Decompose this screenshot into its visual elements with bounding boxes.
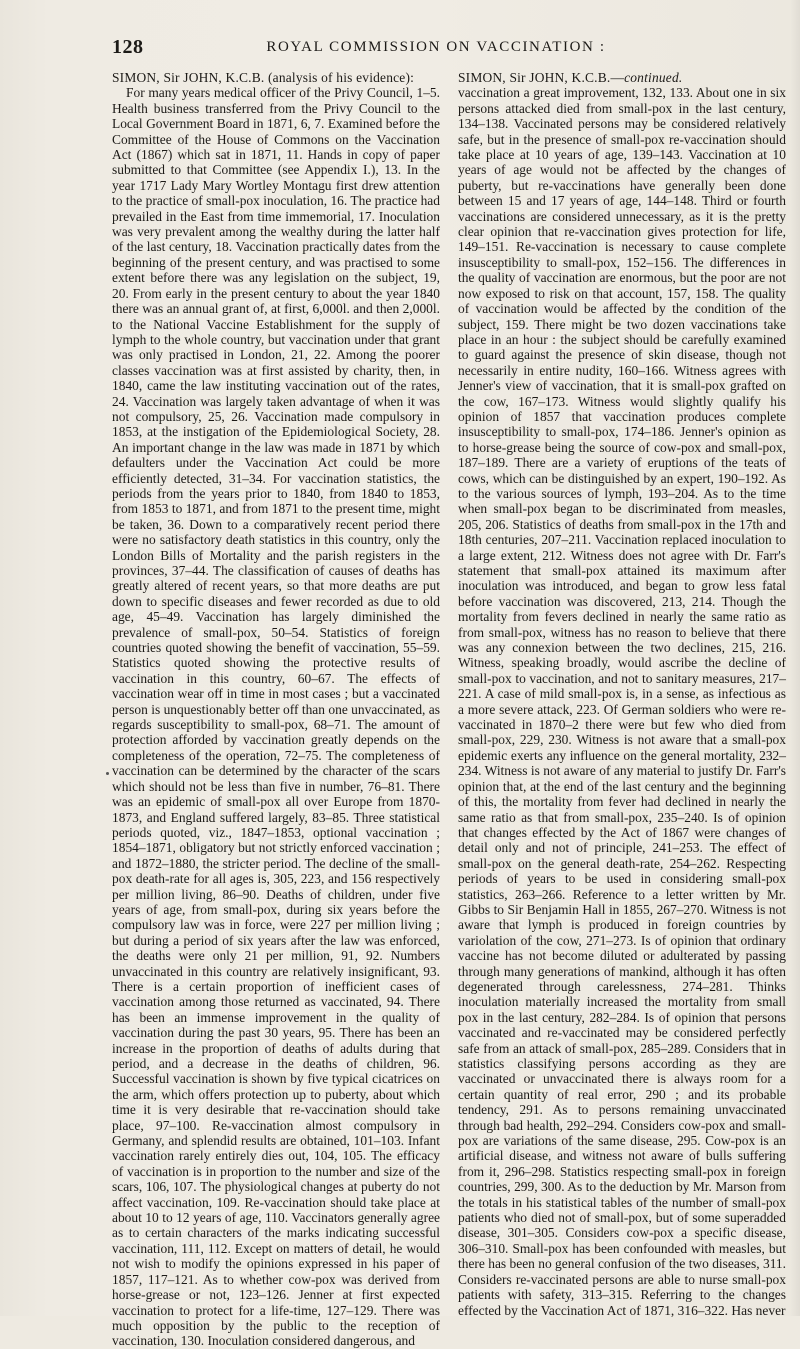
heading-surname: SIMON, (458, 70, 506, 85)
right-column (458, 70, 786, 1318)
page-header-title: ROYAL COMMISSION ON VACCINATION : (266, 39, 606, 55)
page-number: 128 (112, 36, 144, 58)
margin-mark (106, 772, 109, 775)
entry-text: For many years medical officer of the Privy Council, 1–5. Health business transferred from the Privy Council to the Local Government Board in 1871, 6, 7. Examined before the Committee of the House of Commons on the Vaccination Act (1867) which sat in 1871, 11. Hands in copy of paper submitted to that Committee (see Appendix I.), 13. In the year 1717 Lady Mary Wortley Montagu first drew attention to the practice of small-pox inoculation, 16. The practice had prevailed in the East from time immemorial, 17. Inoculation was very prevalent among the wealthy during the latter half of the last century, 18. Vaccination practically dates from the beginning of the present century, and was practised to some extent before there was any legislation on the subject, 19, 20. From early in the present century to about the year 1840 there was an annual grant of, at first, 6,000l. and then 2,000l. to the National Vaccine Establishment for the supply of lymph to the whole country, but vaccination under that grant was only practised in London, 21, 22. Among the poorer classes vaccination was at first assisted by charity, then, in 1840, came the law instituting vaccination out of the rates, 24. Vaccination was largely taken advantage of when it was not compulsory, 25, 26. Vaccination made compulsory in 1853, at the instigation of the Epidemiological Society, 28. An important change in the law was made in 1871 by which defaulters under the Vaccination Act could be more efficiently detected, 31–34. For vaccination statistics, the periods from the years prior to 1840, from 1840 to 1853, from 1853 to 1871, and from 1871 to the present time, might be taken, 36. Down to a comparatively recent period there were no satisfactory death statistics in this country, only the London Bills of Mortality and the parish registers in the provinces, 37–44. The classification of causes of deaths has greatly altered of recent years, so that more deaths are put down to specific diseases and fewer recorded as due to old age, 45–49. Vaccination has largely diminished the prevalence of small-pox, 50–54. Statistics of foreign countries quoted showing the benefit of vaccination, 55–59. Statistics quoted showing the protective results of vaccination in this country, 60–67. The effects of vaccination wear off in time in most cases ; but a vaccinated person is unquestionably better off than one unvaccinated, as regards susceptibility to small-pox, 68–71. The amount of protection afforded by vaccination greatly depends on the completeness of the operation, 72–75. The completeness of vaccination can be determined by the character of the scars which should not be less than five in number, 76–81. There was an epidemic of small-pox all over Europe from 1870-1873, and England suffered largely, 83–85. Three statistical periods quoted, viz., 1847–1853, optional vaccination ; 1854–1871, obligatory but not strictly enforced vaccination ; and 1872–1880, the stricter period. The decline of the small-pox death-rate for all ages is, 305, 223, and 156 respectively per million living, 86–90. Deaths of children, under five years of age, from small-pox, during six years before the compulsory law was in force, were 227 per million living ; but during a period of six years after the law was enforced, the deaths were only 21 per million, 91, 92. Numbers unvaccinated in this country are relatively insignificant, 93. There is a certain proportion of inefficient cases of vaccination among those returned as vaccinated, 94. There has been an immense improvement in the quality of vaccination during the past 30 years, 95. There has been an increase in the proportion of deaths of adults during that period, and a decrease in the deaths of children, 96. Successful vaccination is shown by five typical cicatrices on the arm, which offers protection up to puberty, about which time it is very desirable that re-vaccination should take place, 97–100. Re-vaccination almost compulsory in Germany, and splendid results are obtained, 101–103. Infant vaccination rarely entirely dies out, 104, 105. The efficacy of vaccination is in proportion to the number and size of the scars, 106, 107. The physiological changes at puberty do not affect vaccination, 109. Re-vaccination should take place at about 10 to 12 years of age, 110. Vaccinators generally agree as to certain characters of the marks indicating successful vaccination, 111, 112. Except on matters of detail, he would not wish to modify the opinions expressed in his paper of 1857, 117–121. As to whether cow-pox was derived from horse-grease or not, 123–126. Jenner at first expected vaccination to protect for a life-time, 127–129. There was much opposition by the public to the reception of vaccination, 130. Inoculation considered dangerous, and (112, 85, 440, 1349)
page-edge-shadow (790, 0, 800, 1316)
heading-rest: Sir JOHN, K.C.B.— (509, 70, 625, 85)
left-column (112, 70, 440, 1349)
heading-rest: Sir JOHN, K.C.B. (analysis of his evidence): (163, 70, 415, 85)
continued-heading (458, 70, 786, 85)
entry-heading (112, 70, 440, 85)
entry-text-continued: vaccination a great improvement, 132, 133. About one in six persons attacked died from small-pox in the last century, 134–138. Vaccinated persons may be considered relatively safe, but in the presence of small-pox re-vaccination should take place at 10 years of age, 139–143. Vaccination at 10 years of age would not be affected by the changes of puberty, but re-vaccinations have generally been done between 15 and 17 years of age, 144–148. Third or fourth vaccinations are considered unnecessary, as it is the pretty clear opinion that re-vaccination gives protection for life, 149–151. Re-vaccination is necessary to cause complete insusceptibility to small-pox, 152–156. The differences in the quality of vaccination are enormous, but the poor are not now exposed to risk on that account, 157, 158. The quality of vaccination would be affected by the condition of the subject, 159. There might be two dozen vaccinations take place in an hour : the subject should be carefully examined to guard against the presence of skin disease, though not necessarily in entire nudity, 160–166. Witness agrees with Jenner's view of vaccination, that it is small-pox grafted on the cow, 167–173. Witness would slightly qualify his opinion of 1857 that vaccination produces complete insusceptibility to small-pox, 174–186. Jenner's opinion as to horse-grease being the source of cow-pox and small-pox, 187–189. There are a variety of eruptions of the teats of cows, which can be distinguished by an expert, 190–192. As to the various sources of lymph, 193–204. As to the time when small-pox began to be discriminated from measles, 205, 206. Statistics of deaths from small-pox in the 17th and 18th centuries, 207–211. Vaccination replaced inoculation to a large extent, 212. Witness does not agree with Dr. Farr's statement that small-pox attained its maximum after inoculation was introduced, and began to grow less fatal before vaccination was discovered, 213, 214. Though the mortality from fevers declined in nearly the same ratio as from small-pox, witness has no reason to believe that there was any connexion between the two declines, 215, 216. Witness, speaking broadly, would ascribe the decline of small-pox to vaccination, and not to sanitary measures, 217–221. A case of mild small-pox is, in a sense, as infectious as a more severe attack, 223. Of German soldiers who were re-vaccinated in 1870–2 there were but few who died from small-pox, 229, 230. Witness is not aware that a small-pox epidemic exerts any influence on the general mortality, 232–234. Witness is not aware of any material to justify Dr. Farr's opinion that, at the end of the last century and the beginning of this, the mortality from fever had declined in nearly the same ratio as that from small-pox, 235–240. Is of opinion that changes effected by the Act of 1867 were changes of detail only and not of principle, 241–253. The effect of small-pox on the general death-rate, 254–262. Respecting periods of years to be used in considering small-pox statistics, 263–266. Reference to a letter written by Mr. Gibbs to Sir Benjamin Hall in 1855, 267–270. Witness is not aware that lymph is produced in foreign countries by variolation of the cow, 271–273. Is of opinion that ordinary vaccine has not become diluted or adulterated by passing through many generations of mankind, although it has often degenerated through carelessness, 274–281. Thinks inoculation materially increased the mortality from small pox in the last century, 282–284. Is of opinion that persons vaccinated and re-vaccinated may be considered perfectly safe from an attack of small-pox, 285–289. Considers that in statistics classifying persons according as they are vaccinated or unvaccinated there is always room for a certain quantity of real error, 290 ; and its probable tendency, 291. As to persons remaining unvaccinated through bad health, 292–294. Considers cow-pox and small-pox are variations of the same disease, 295. Cow-pox is an artificial disease, and witness not aware of bulls suffering from it, 296–298. Statistics respecting small-pox in foreign countries, 299, 300. As to the deduction by Mr. Marson from the totals in his statistical tables of the number of small-pox patients who died not of small-pox, but of some superadded disease, 301–305. Considers cow-pox a specific disease, 306–310. Small-pox has been confounded with measles, but there has been no general confusion of the two diseases, 311. Considers re-vaccinated persons are able to nurse small-pox patients with safety, 313–315. Referring to the changes effected by the Vaccination Act of 1871, 316–322. Has never (458, 85, 786, 1318)
running-head (112, 36, 760, 62)
heading-continued: continued. (624, 70, 683, 85)
heading-surname: SIMON, (112, 70, 160, 85)
